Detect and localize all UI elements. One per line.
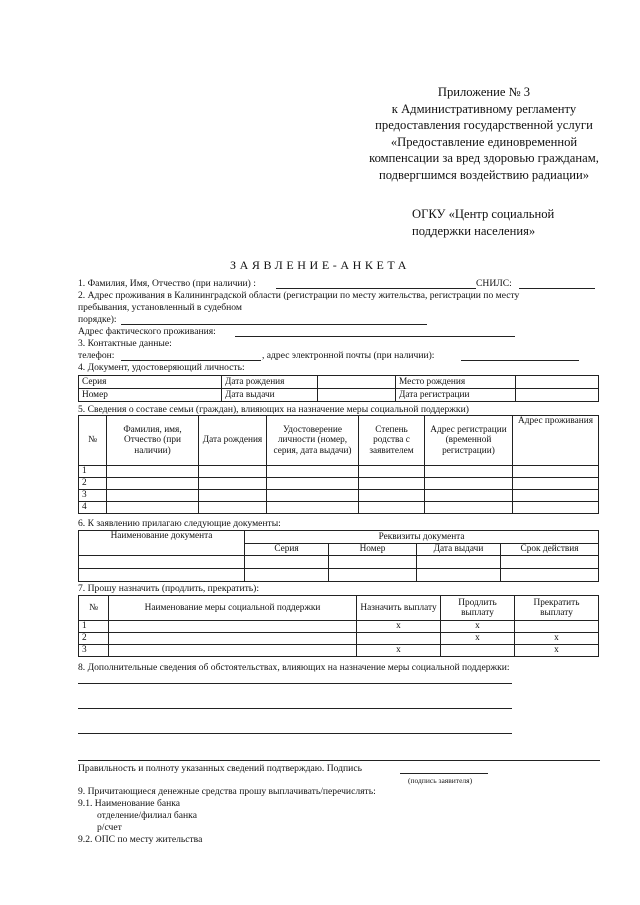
appendix-line: компенсации за вред здоровью гражданам, — [369, 151, 599, 165]
reg-date-cell: Дата регистрации — [396, 389, 516, 402]
measure-name-cell[interactable] — [109, 621, 357, 633]
address-label-1: 2. Адрес проживания в Калининградской области (регистрации по месту жительства, регистрации по месту — [78, 290, 520, 301]
doc-number-header: Номер — [329, 544, 417, 556]
bank-account-label: р/счет — [97, 822, 122, 833]
family-header-reg-address: Адрес регистрации (временной регистрации) — [425, 416, 513, 466]
additional-info-label: 8. Дополнительные сведения об обстоятельствах, влияющих на назначение меры социальной поддержки: — [78, 662, 510, 673]
family-header-id: Удостоверение личности (номер, серия, дата выдачи) — [267, 416, 359, 466]
ops-label: 9.2. ОПС по месту жительства — [78, 834, 203, 845]
recipient-line: ОГКУ «Центр социальной — [412, 207, 555, 221]
table-row — [79, 621, 599, 633]
birth-date-value[interactable] — [318, 376, 396, 389]
fio-label: 1. Фамилия, Имя, Отчество (при наличии) : — [78, 278, 256, 289]
table-row — [79, 556, 599, 569]
phone-field[interactable] — [121, 360, 261, 361]
assign-mark[interactable]: x — [357, 645, 441, 657]
extend-mark[interactable]: x — [441, 633, 515, 645]
measures-table — [78, 595, 599, 657]
stop-mark[interactable]: x — [515, 645, 599, 657]
appendix-header — [360, 84, 608, 183]
number-cell: Номер — [79, 389, 222, 402]
table-row — [79, 466, 599, 478]
appendix-line: «Предоставление единовременной — [390, 134, 578, 149]
snils-field[interactable] — [519, 288, 595, 289]
recipient-block — [412, 206, 554, 239]
fio-field[interactable] — [276, 288, 476, 289]
table-row — [79, 490, 599, 502]
appendix-line: предоставления государственной услуги — [375, 118, 593, 132]
doc-name-header: Наименование документа — [79, 531, 245, 556]
birth-date-cell: Дата рождения — [222, 376, 318, 389]
actual-address-field[interactable] — [235, 336, 515, 337]
snils-label: СНИЛС: — [476, 278, 512, 289]
measure-name-cell[interactable] — [109, 645, 357, 657]
measure-header-extend: Продлить выплату — [441, 596, 515, 621]
form-title: ЗАЯВЛЕНИЕ-АНКЕТА — [229, 258, 411, 272]
stop-mark[interactable] — [515, 621, 599, 633]
signature-field[interactable] — [400, 773, 488, 774]
row-number: 4 — [79, 502, 107, 514]
issue-date-cell: Дата выдачи — [222, 389, 318, 402]
table-row — [79, 502, 599, 514]
birth-place-value[interactable] — [516, 376, 599, 389]
family-header-address: Адрес проживания — [513, 416, 599, 466]
table-row — [79, 645, 599, 657]
row-number: 2 — [79, 478, 107, 490]
contacts-label: 3. Контактные данные: — [78, 338, 172, 349]
reg-date-value[interactable] — [516, 389, 599, 402]
additional-info-line[interactable] — [78, 708, 512, 709]
family-header-num: № — [79, 416, 107, 466]
doc-issue-header: Дата выдачи — [417, 544, 501, 556]
bank-branch-label: отделение/филиал банка — [97, 810, 197, 821]
assign-mark[interactable] — [357, 633, 441, 645]
id-document-table — [78, 375, 599, 402]
bank-name-label: 9.1. Наименование банка — [78, 798, 181, 809]
confirm-text: Правильность и полноту указанных сведений подтверждаю. Подпись — [78, 763, 362, 774]
actual-address-label: Адрес фактического проживания: — [78, 326, 216, 337]
attachments-label: 6. К заявлению прилагаю следующие документы: — [78, 518, 281, 529]
appendix-line: подвергшимся воздействию радиации» — [378, 167, 590, 182]
row-number: 3 — [79, 490, 107, 502]
email-field[interactable] — [461, 360, 579, 361]
request-label: 7. Прошу назначить (продлить, прекратить): — [78, 583, 260, 594]
row-number: 2 — [79, 633, 109, 645]
signature-caption: (подпись заявителя) — [408, 776, 473, 785]
table-row — [79, 569, 599, 582]
measure-header-name: Наименование меры социальной поддержки — [109, 596, 357, 621]
recipient-line: поддержки населения» — [412, 223, 536, 238]
row-number: 1 — [79, 621, 109, 633]
family-header-fio: Фамилия, имя, Отчество (при наличии) — [107, 416, 199, 466]
family-header-relation: Степень родства с заявителем — [359, 416, 425, 466]
additional-info-line[interactable] — [78, 683, 512, 684]
attachments-table — [78, 530, 599, 582]
payment-label: 9. Причитающиеся денежные средства прошу выплачивать/перечислять: — [78, 786, 376, 797]
row-number: 3 — [79, 645, 109, 657]
extend-mark[interactable] — [441, 645, 515, 657]
phone-label: телефон: — [78, 350, 115, 361]
measure-header-assign: Назначить выплату — [357, 596, 441, 621]
doc-series-header: Серия — [245, 544, 329, 556]
extend-mark[interactable]: x — [441, 621, 515, 633]
measure-header-stop: Прекратить выплату — [515, 596, 599, 621]
measure-name-cell[interactable] — [109, 633, 357, 645]
address-label-3: порядке): — [78, 314, 117, 325]
appendix-line: к Административному регламенту — [391, 101, 577, 116]
registration-address-field[interactable] — [121, 324, 427, 325]
family-table — [78, 415, 599, 514]
series-cell: Серия — [79, 376, 222, 389]
address-label-2: пребывания, установленный в судебном — [78, 302, 242, 313]
birth-place-cell: Место рождения — [396, 376, 516, 389]
table-row — [79, 633, 599, 645]
table-row — [79, 478, 599, 490]
family-header-birth: Дата рождения — [199, 416, 267, 466]
doc-validity-header: Срок действия — [501, 544, 599, 556]
id-document-label: 4. Документ, удостоверяющий личность: — [78, 362, 245, 373]
email-label: , адрес электронной почты (при наличии): — [262, 350, 435, 361]
row-number: 1 — [79, 466, 107, 478]
stop-mark[interactable]: x — [515, 633, 599, 645]
family-label: 5. Сведения о составе семьи (граждан), влияющих на назначение меры социальной поддержки) — [78, 404, 469, 415]
divider — [78, 760, 600, 761]
assign-mark[interactable]: x — [357, 621, 441, 633]
measure-header-num: № — [79, 596, 109, 621]
appendix-line: Приложение № 3 — [437, 85, 531, 99]
doc-requisites-header: Реквизиты документа — [245, 531, 599, 544]
issue-date-value[interactable] — [318, 389, 396, 402]
additional-info-line[interactable] — [78, 733, 512, 734]
